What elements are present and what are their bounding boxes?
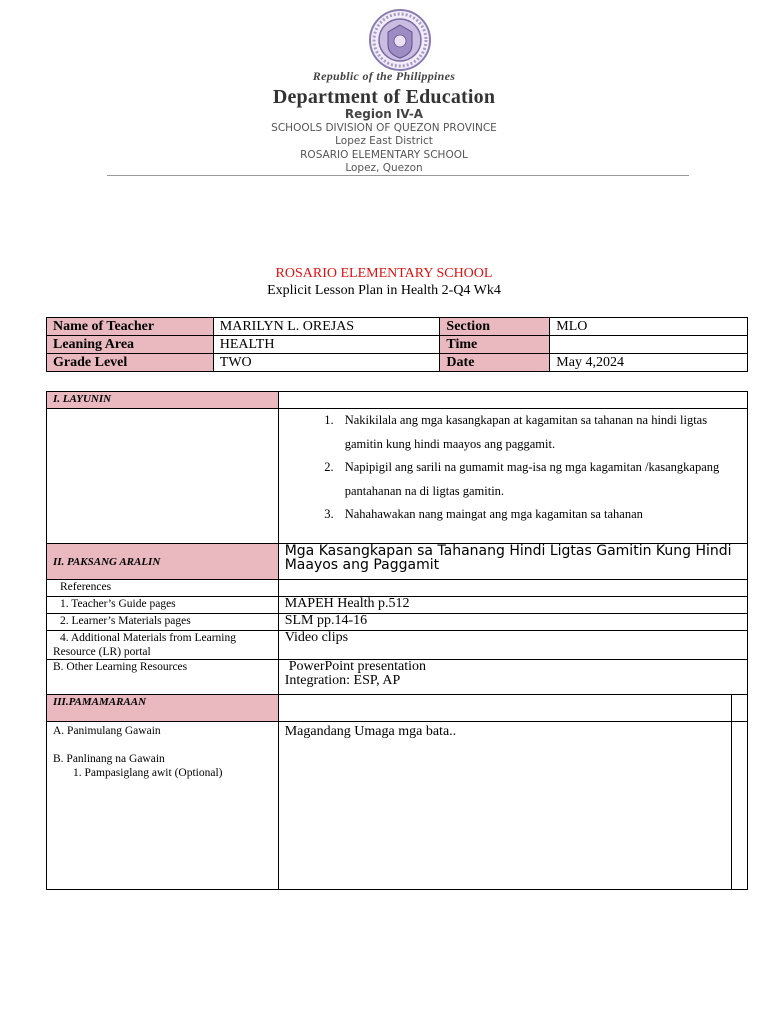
pampasigla-label: 1. Pampasiglang awit (Optional)	[73, 767, 223, 779]
deped-seal-icon	[368, 8, 432, 72]
date-label: Date	[440, 354, 550, 372]
table-row	[47, 660, 748, 695]
teacher-info-table	[46, 317, 748, 372]
pamamaraan-heading: III.PAMAMARAAN	[47, 695, 279, 722]
panimula-label: A. Panimulang Gawain	[53, 725, 161, 737]
department-text: Department of Education	[272, 86, 496, 108]
table-row	[47, 580, 748, 597]
republic-text: Republic of the Philippines	[312, 69, 456, 83]
town-text: Lopez, Quezon	[345, 162, 423, 174]
teacher-value: MARILYN L. OREJAS	[213, 318, 440, 336]
references-label: References	[47, 580, 279, 597]
district-text: Lopez East District	[335, 135, 433, 147]
table-row	[47, 631, 748, 660]
time-value	[550, 336, 748, 354]
table-row	[47, 722, 748, 890]
greeting-value: Magandang Umaga mga bata..	[278, 722, 731, 890]
other-value	[278, 660, 747, 695]
table-row	[47, 597, 748, 614]
layunin-empty	[278, 392, 747, 409]
school-title: ROSARIO ELEMENTARY SCHOOL	[275, 266, 493, 281]
am-value: Video clips	[278, 631, 747, 660]
other-label: B. Other Learning Resources	[47, 660, 279, 695]
panlinang-label: B. Panlinang na Gawain	[53, 753, 165, 765]
section-value: MLO	[550, 318, 748, 336]
paksa-value: Mga Kasangkapan sa Tahanang Hindi Ligtas Gamitin Kung Hindi Maayos ang Paggamit	[278, 544, 747, 580]
other-value-1: PowerPoint presentation	[288, 659, 426, 674]
grade-label: Grade Level	[47, 354, 214, 372]
table-row	[47, 409, 748, 544]
section-label: Section	[440, 318, 550, 336]
table-row	[47, 614, 748, 631]
references-empty	[278, 580, 747, 597]
table-row	[47, 318, 748, 336]
date-value: May 4,2024	[550, 354, 748, 372]
region-text: Region IV-A	[344, 107, 424, 121]
lesson-plan-title: Explicit Lesson Plan in Health 2-Q4 Wk4	[267, 283, 501, 298]
tg-label: 1. Teacher’s Guide pages	[47, 597, 279, 614]
letterhead-school-text: ROSARIO ELEMENTARY SCHOOL	[300, 149, 468, 161]
objectives-list	[285, 409, 741, 527]
tg-value: MAPEH Health p.512	[278, 597, 747, 614]
table-row	[47, 354, 748, 372]
am-label: 4. Additional Materials from Learning Resource (LR) portal	[47, 631, 279, 660]
table-row	[47, 695, 748, 722]
lm-value: SLM pp.14-16	[278, 614, 747, 631]
gawain-cell	[47, 722, 279, 890]
area-value: HEALTH	[213, 336, 440, 354]
paksa-heading: II. PAKSANG ARALIN	[47, 544, 279, 580]
objective-item: 3. Nahahawakan nang maingat ang mga kagamitan sa tahanan	[337, 503, 741, 527]
area-label: Leaning Area	[47, 336, 214, 354]
narrow-empty	[732, 722, 748, 890]
table-row	[47, 336, 748, 354]
objectives-cell	[278, 409, 747, 544]
objective-item: 1. Nakikilala ang mga kasangkapan at kagamitan sa tahanan na hindi ligtas gamitin kung hindi maayos ang paggamit.	[337, 409, 741, 456]
lesson-plan-table	[46, 391, 748, 890]
grade-value: TWO	[213, 354, 440, 372]
lm-label: 2. Learner’s Materials pages	[47, 614, 279, 631]
table-row	[47, 392, 748, 409]
other-value-2: Integration: ESP, AP	[284, 673, 401, 688]
layunin-heading: I. LAYUNIN	[47, 392, 279, 409]
objective-item: 2. Napipigil ang sarili na gumamit mag-isa ng mga kagamitan /kasangkapang pantahanan na di ligtas gamitin.	[337, 456, 741, 503]
pamamaraan-empty	[278, 695, 731, 722]
table-row	[47, 544, 748, 580]
pamamaraan-narrow	[732, 695, 748, 722]
division-text: SCHOOLS DIVISION OF QUEZON PROVINCE	[271, 122, 497, 134]
teacher-label: Name of Teacher	[47, 318, 214, 336]
header-divider	[107, 175, 689, 176]
objectives-left	[47, 409, 279, 544]
time-label: Time	[440, 336, 550, 354]
